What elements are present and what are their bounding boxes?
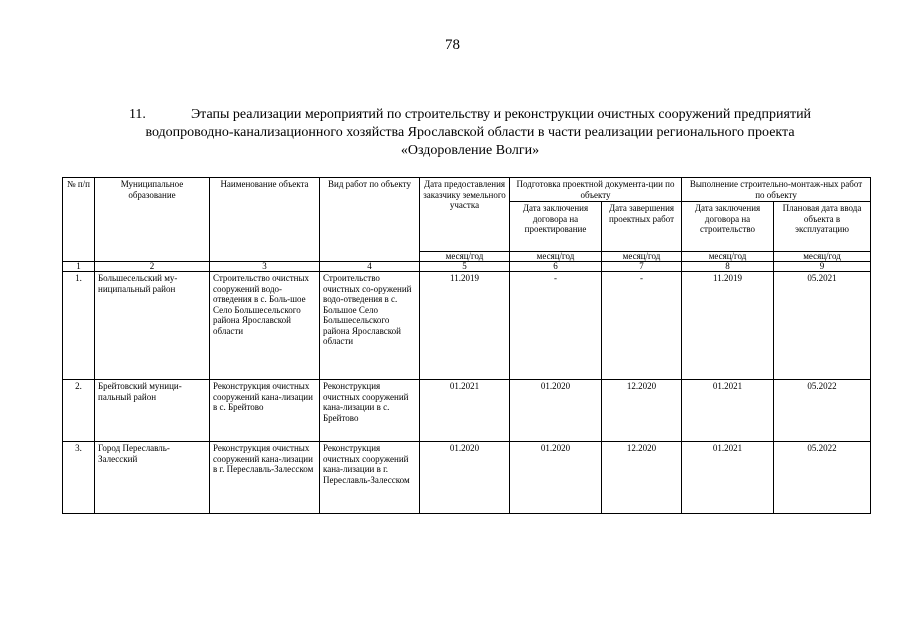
unit-cell: месяц/год [602,252,682,262]
row-land-date: 01.2020 [420,442,510,514]
heading-line-3: «Оздоровление Волги» [400,143,540,158]
column-number: 1 [63,262,95,272]
row-num: 3. [63,442,95,514]
table-row [63,380,871,442]
row-object-name: Строительство очистных сооружений водо-отведения в с. Боль-шое Село Большесельского района Ярославской области [210,272,320,380]
column-number: 2 [95,262,210,272]
header-construction-group: Выполнение строительно-монтаж-ных работ по объекту [682,178,871,202]
header-design-contract: Дата заключения договора на проектирование [510,202,602,252]
row-design-complete: 12.2020 [602,380,682,442]
row-num: 2. [63,380,95,442]
row-work-type: Реконструкция очистных сооружений кана-лизации в с. Брейтово [320,380,420,442]
header-design-complete: Дата завершения проектных работ [602,202,682,252]
row-object-name: Реконструкция очистных сооружений кана-лизации в г. Переславль-Залесском [210,442,320,514]
row-municipality: Брейтовский муници-пальный район [95,380,210,442]
row-land-date: 11.2019 [420,272,510,380]
table-row [63,272,871,380]
row-design-contract: 01.2020 [510,442,602,514]
page-number: 78 [445,37,460,53]
implementation-stages-table [62,177,871,514]
row-design-complete: - [602,272,682,380]
heading-line-2: водопроводно-канализационного хозяйства Ярославской области в части реализации регионального проекта [145,125,795,140]
header-work-type: Вид работ по объекту [320,178,420,262]
row-construction-contract: 01.2021 [682,380,774,442]
unit-cell: месяц/год [774,252,871,262]
row-commissioning: 05.2021 [774,272,871,380]
row-work-type: Реконструкция очистных сооружений кана-лизации в г. Переславль-Залесском [320,442,420,514]
header-num: № п/п [63,178,95,262]
header-municipality: Муниципальное образование [95,178,210,262]
column-number: 3 [210,262,320,272]
column-numbers-row [63,262,871,272]
column-number: 8 [682,262,774,272]
row-commissioning: 05.2022 [774,380,871,442]
section-heading [95,106,845,160]
column-number: 7 [602,262,682,272]
row-design-contract: - [510,272,602,380]
row-design-complete: 12.2020 [602,442,682,514]
header-commissioning: Плановая дата ввода объекта в эксплуатацию [774,202,871,252]
column-number: 6 [510,262,602,272]
row-land-date: 01.2021 [420,380,510,442]
heading-line-1 [95,106,845,124]
column-number: 5 [420,262,510,272]
row-num: 1. [63,272,95,380]
row-commissioning: 05.2022 [774,442,871,514]
header-construction-contract: Дата заключения договора на строительство [682,202,774,252]
unit-cell: месяц/год [510,252,602,262]
table-row [63,442,871,514]
header-design-group: Подготовка проектной документа-ции по объекту [510,178,682,202]
header-land-date: Дата предоставления заказчику земельного участка [420,178,510,252]
row-work-type: Строительство очистных со-оружений водо-отведения в с. Большое Село Большесельского района Ярославской области [320,272,420,380]
row-design-contract: 01.2020 [510,380,602,442]
row-object-name: Реконструкция очистных сооружений кана-лизации в с. Брейтово [210,380,320,442]
row-construction-contract: 11.2019 [682,272,774,380]
header-object-name: Наименование объекта [210,178,320,262]
row-municipality: Большесельский му-ниципальный район [95,272,210,380]
heading-line1-text: Этапы реализации мероприятий по строительству и реконструкции очистных сооружений предприятий [190,107,812,122]
column-number: 9 [774,262,871,272]
row-municipality: Город Переславль-Залесский [95,442,210,514]
unit-cell: месяц/год [682,252,774,262]
header-row-1 [63,178,871,202]
column-number: 4 [320,262,420,272]
unit-cell: месяц/год [420,252,510,262]
heading-number: 11. [128,107,146,122]
row-construction-contract: 01.2021 [682,442,774,514]
